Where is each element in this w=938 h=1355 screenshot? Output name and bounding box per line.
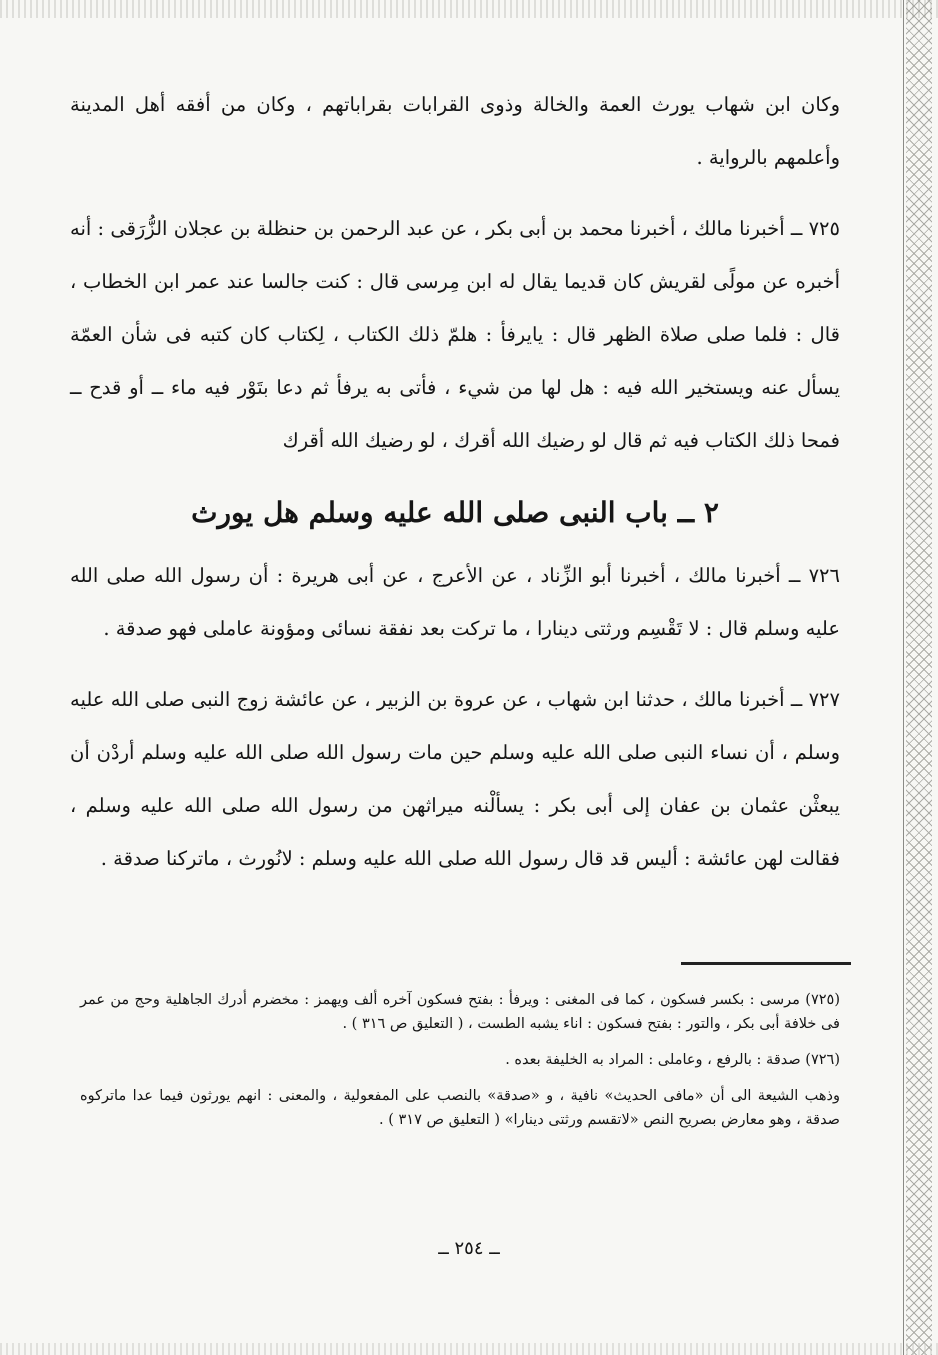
chapter-heading: ٢ ــ باب النبى صلى الله عليه وسلم هل يورث <box>191 496 719 529</box>
paragraph-hadith-726: ٧٢٦ ــ أخبرنا مالك ، أخبرنا أبو الزِّناد ، عن الأعرج ، عن أبى هريرة : أن رسول الله صلى الله عليه وسلم قال : لا تَقْسِم ورثتى دينارا ، ما تركت بعد نفقة نسائى ومؤونة عاملى فهو صدقة . <box>70 564 840 640</box>
paragraph-hadith-727: ٧٢٧ ــ أخبرنا مالك ، حدثنا ابن شهاب ، عن عروة بن الزبير ، عن عائشة زوج النبى صلى الله عليه وسلم ، أن نساء النبى صلى الله عليه وسلم حين مات رسول الله صلى الله عليه وسلم أردْن أن يبعثْن عثمان بن عفان إلى أبى بكر : يسألْنه ميراثهن من رسول الله صلى الله عليه وسلم ، فقالت لهن عائشة : أليس قد قال رسول الله صلى الله عليه وسلم : لانُورث ، ماتركنا صدقة . <box>70 688 840 870</box>
paragraph-intro: وكان ابن شهاب يورث العمة والخالة وذوى القرابات بقراباتهم ، وكان من أفقه أهل المدينة وأعلمهم بالرواية . <box>70 93 840 169</box>
footnote-726-note: وذهب الشيعة الى أن «مافى الحديث» نافية ، و «صدقة» بالنصب على المفعولية ، والمعنى : انهم يورثون فيما عدا ماتركوه صدقة ، وهو معارض بصريح النص «لاتقسم ورثتى دينارا» ( التعليق ص ٣١٧ ) . <box>80 1088 840 1128</box>
right-border-line <box>903 0 904 1355</box>
footnotes <box>80 988 840 1144</box>
top-border-ornament <box>0 0 938 18</box>
footnote-separator <box>681 962 851 965</box>
right-border-ornament <box>906 0 932 1355</box>
footnote-725: (٧٢٥) مرسى : بكسر فسكون ، كما فى المغنى : ويرفأ : بفتح فسكون آخره ألف ويهمز : مخضرم أدرك الجاهلية وحج من عمر فى خلافة أبى بكر ، والتور : بفتح فسكون : اناء يشبه الطست ، ( التعليق ص ٣١٦ ) . <box>80 992 840 1032</box>
bottom-border-ornament <box>0 1343 938 1355</box>
footnote-726: (٧٢٦) صدقة : بالرفع ، وعاملى : المراد به الخليفة بعده . <box>505 1052 840 1068</box>
main-text <box>70 78 840 903</box>
page-number: ــ ٢٥٤ ــ <box>438 1238 500 1259</box>
paragraph-hadith-725: ٧٢٥ ــ أخبرنا مالك ، أخبرنا محمد بن أبى بكر ، عن عبد الرحمن بن حنظلة بن عجلان الزُّرَقى : أنه أخبره عن مولًى لقريش كان قديما يقال له ابن مِرسى قال : كنت جالسا عند عمر ابن الخطاب ، قال : فلما صلى صلاة الظهر قال : يايرفأ : هلمّ ذلك الكتاب ، لِكتاب كان كتبه فى شأن العمّة يسأل عنه ويستخير الله فيه : هل لها من شيء ، فأتى به يرفأ ثم دعا بتَوْر فيه ماء ــ أو قدح ــ فمحا ذلك الكتاب فيه ثم قال لو رضيك الله أقرك ، لو رضيك الله أقرك <box>70 217 840 452</box>
